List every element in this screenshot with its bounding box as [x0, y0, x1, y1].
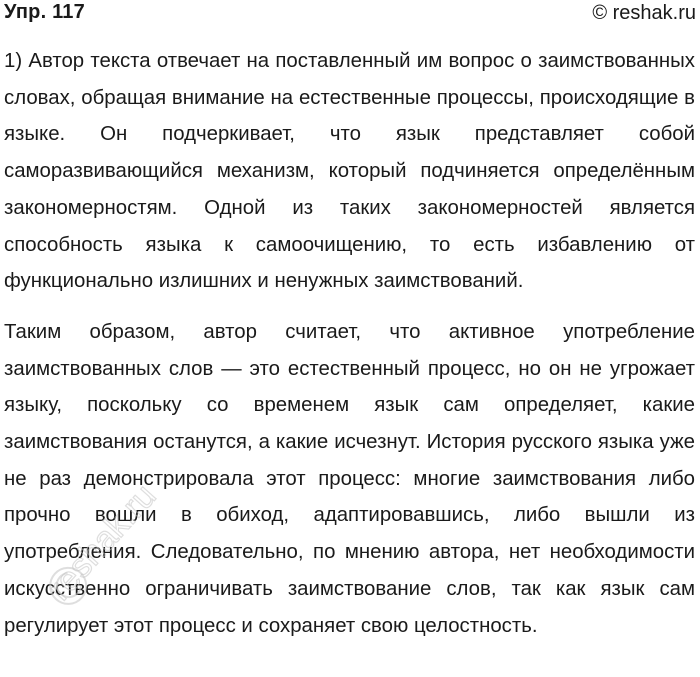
page-header: [0, 0, 700, 28]
answer-text: [4, 43, 695, 644]
paragraph-2: Таким образом, автор считает, что активное употребление заимствованных слов — это естественный процесс, но он не угрожает языку, поскольку со временем язык сам определяет, какие заимствования останутся, а какие исчезнут. История русского языка уже не раз демонстрировала этот процесс: многие заимствования либо прочно вошли в обиход, адаптировавшись, либо вышли из употребления. Следовательно, по мнению автора, нет необходимости искусственно ограничивать заимствование слов, так как язык сам регулирует этот процесс и сохраняет свою целостность.: [4, 320, 695, 637]
copyright-label: © reshak.ru: [592, 2, 696, 24]
paragraph-1: 1) Автор текста отвечает на поставленный им вопрос о заимствованных словах, обращая внимание на естественные процессы, происходящие в языке. Он подчеркивает, что язык представляет собой саморазвивающийся механизм, который подчиняется определённым закономерностям. Одной из таких закономерностей является способность языка к самоочищению, то есть избавлению от функционально излишних и ненужных заимствований.: [4, 50, 695, 293]
exercise-title: Упр. 117: [4, 1, 85, 23]
svg-text:reshak.ru: reshak.ru: [40, 476, 164, 608]
